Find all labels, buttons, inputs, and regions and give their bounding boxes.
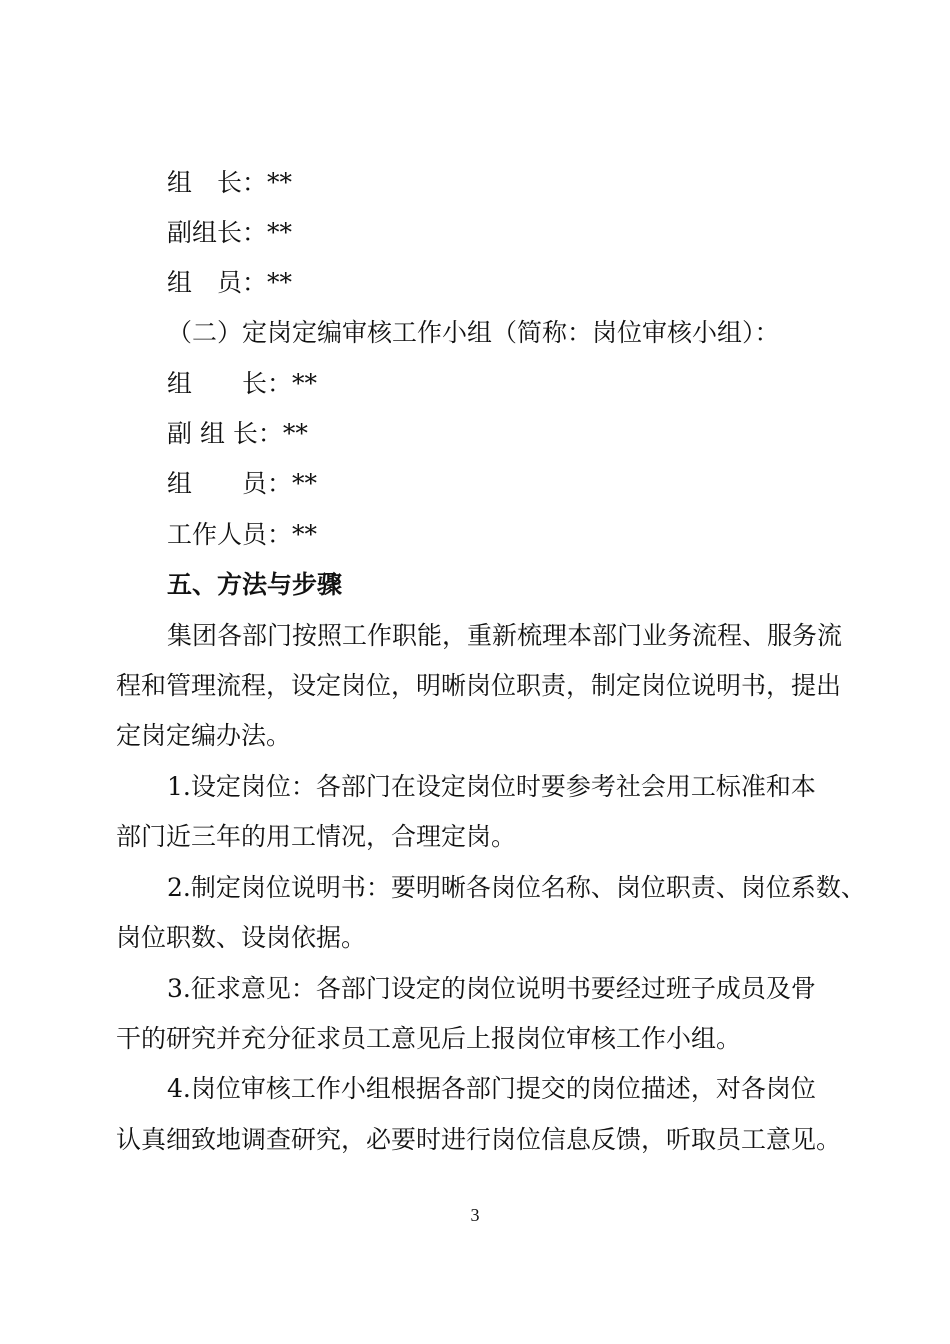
paragraph-line: 程和管理流程，设定岗位，明晰岗位职责，制定岗位说明书，提出 [116,671,842,700]
member-line: 组 员：** [167,268,293,297]
review-group-heading: （二）定岗定编审核工作小组（简称：岗位审核小组）： [167,318,780,347]
paragraph-line: 定岗定编办法。 [116,721,292,750]
staff-line: 工作人员：** [167,520,318,549]
paragraph-line: 集团各部门按照工作职能，重新梳理本部门业务流程、服务流 [167,621,843,650]
review-deputy-line: 副 组 长：** [167,419,308,448]
review-leader-line: 组 长：** [167,369,318,398]
item-3-line: 干的研究并充分征求员工意见后上报岗位审核工作小组。 [116,1024,742,1053]
item-1-line: 部门近三年的用工情况，合理定岗。 [116,822,517,851]
section-heading: 五、方法与步骤 [167,570,343,599]
review-member-line: 组 员：** [167,469,318,498]
item-2-line: 2.制定岗位说明书：要明晰各岗位名称、岗位职责、岗位系数、 [167,873,866,902]
item-1-line: 1.设定岗位：各部门在设定岗位时要参考社会用工标准和本 [167,772,816,801]
deputy-leader-line: 副组长：** [167,218,293,247]
team-leader-line: 组 长：** [167,168,293,197]
item-4-line: 4.岗位审核工作小组根据各部门提交的岗位描述，对各岗位 [167,1074,816,1103]
page-number: 3 [470,1205,480,1225]
item-4-line: 认真细致地调查研究，必要时进行岗位信息反馈，听取员工意见。 [116,1125,842,1154]
item-3-line: 3.征求意见：各部门设定的岗位说明书要经过班子成员及骨 [167,974,816,1003]
item-2-line: 岗位职数、设岗依据。 [116,923,367,952]
